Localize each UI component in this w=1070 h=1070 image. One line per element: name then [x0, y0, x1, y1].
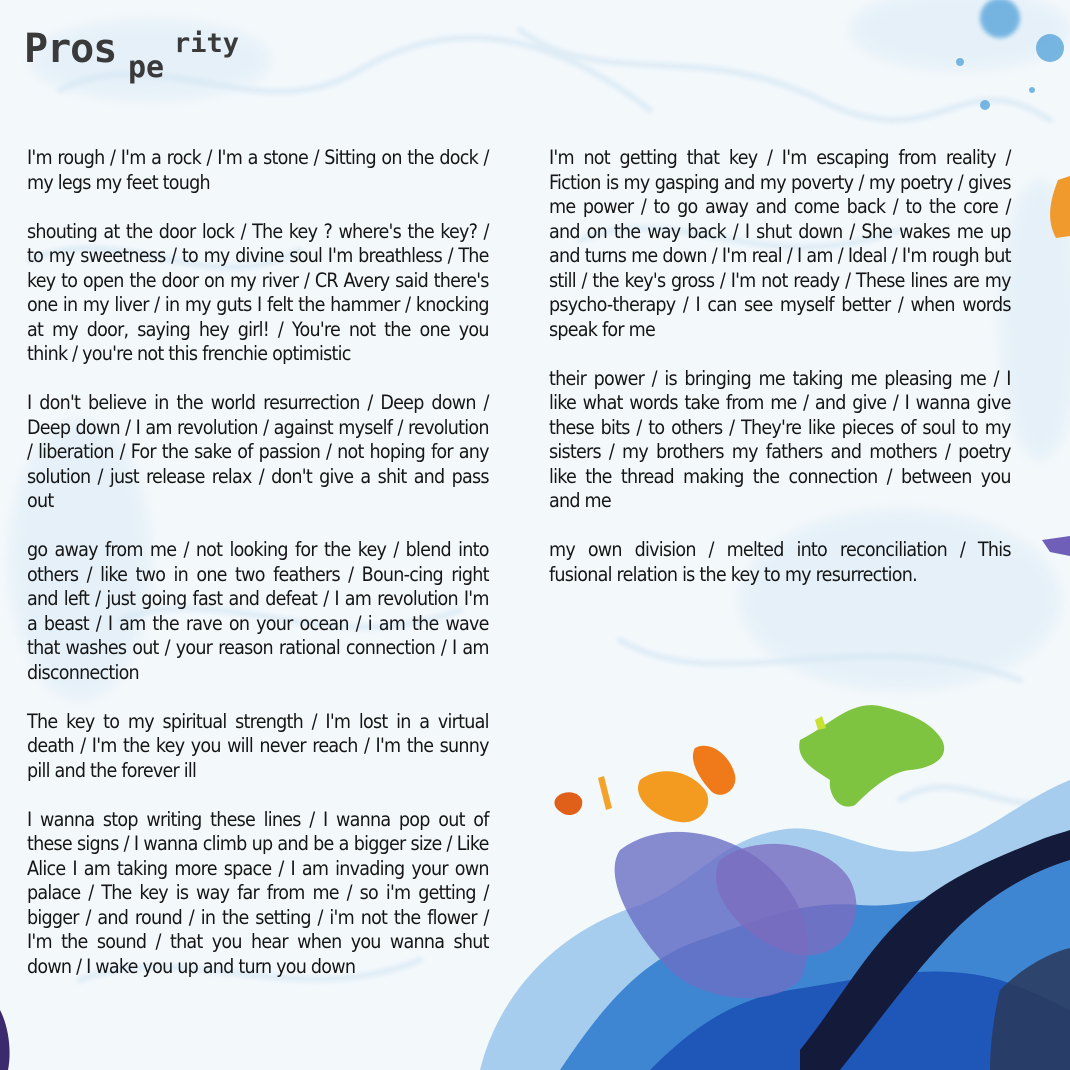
- title-part-2: pe: [128, 50, 165, 85]
- page-title: [24, 22, 284, 92]
- title-part-1: Pros: [24, 26, 117, 72]
- left-lyrics-column: [27, 146, 489, 1004]
- lyrics-stanza: I don't believe in the world resurrection / Deep down / Deep down / I am revolution / against myself / revolution / liberation / For the sake of passion / not hoping for any solution / just release relax / don't give a shit and pass out: [27, 391, 489, 512]
- lyrics-stanza: I wanna stop writing these lines / I wanna pop out of these signs / I wanna climb up and be a bigger size / Like Alice I am taking more space / I am invading your own palace / The key is way far from me / so i'm getting / bigger / and round / in the setting / i'm not the flower / I'm the sound / that you hear when you wanna shut down / I wake you up and turn you down: [27, 807, 489, 978]
- right-lyrics-column: [549, 146, 1011, 612]
- lyrics-stanza: I'm not getting that key / I'm escaping from reality / Fiction is my gasping and my poverty / my poetry / gives me power / to go away and come back / to the core / and on the way back / I shut down / She wakes me up and turns me down / I'm real / I am / Ideal / I'm rough but still / the key's gross / I'm not ready / These lines are my psycho-therapy / I can see myself better / when words speak for me: [549, 146, 1011, 341]
- lyrics-stanza: I'm rough / I'm a rock / I'm a stone / Sitting on the dock / my legs my feet tough: [27, 146, 489, 194]
- lyrics-stanza: their power / is bringing me taking me pleasing me / I like what words take from me / and give / I wanna give these bits / to others / They're like pieces of soul to my sisters / my brothers my fathers and mothers / poetry like the thread making the connection / between you and me: [549, 366, 1011, 512]
- lyrics-stanza: my own division / melted into reconciliation / This fusional relation is the key to my resurrection.: [549, 538, 1011, 586]
- lyrics-stanza: The key to my spiritual strength / I'm lost in a virtual death / I'm the key you will never reach / I'm the sunny pill and the forever ill: [27, 709, 489, 782]
- title-part-3: rity: [174, 28, 240, 59]
- lyrics-stanza: shouting at the door lock / The key ? where's the key? / to my sweetness / to my divine soul I'm breathless / The key to open the door on my river / CR Avery said there's one in my liver / in my guts I felt the hammer / knocking at my door, saying hey girl! / You're not the one you think / you're not this frenchie optimistic: [27, 219, 489, 365]
- lyrics-stanza: go away from me / not looking for the key / blend into others / like two in one two feathers / Boun-cing right and left / just going fast and defeat / I am revolution I'm a beast / I am the rave on your ocean / i am the wave that washes out / your reason rational connection / I am disconnection: [27, 538, 489, 684]
